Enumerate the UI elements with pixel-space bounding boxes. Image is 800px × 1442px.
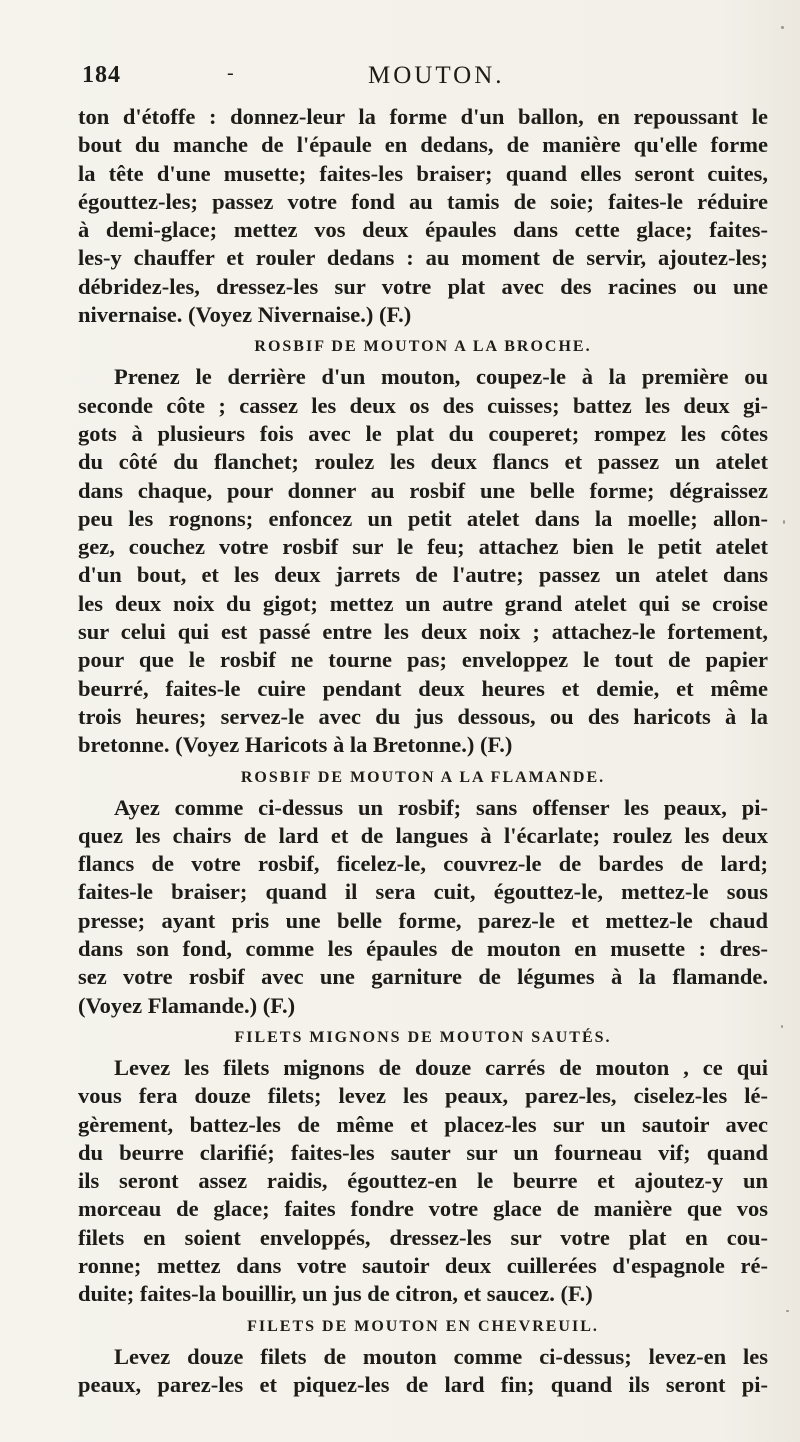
text-line: bretonne. (Voyez Haricots à la Bretonne.) (F.)	[78, 732, 513, 758]
text-line: les-y chauffer et rouler dedans : au moment de servir, ajoutez-les;	[78, 245, 768, 271]
text-line: d'un bout, et les deux jarrets de l'autre; passez un atelet dans	[78, 562, 768, 588]
text-line: peaux, parez-les et piquez-les de lard fin; quand ils seront pi-	[78, 1371, 768, 1397]
text-line: flancs de votre rosbif, ficelez-le, couvrez-le de bardes de lard;	[78, 851, 768, 877]
page-number: 184	[82, 62, 121, 88]
text-line: nivernaise. (Voyez Nivernaise.) (F.)	[78, 302, 412, 328]
text-line: duite; faites-la bouillir, un jus de citron, et saucez. (F.)	[78, 1281, 593, 1307]
text-line: morceau de glace; faites fondre votre glace de manière que vos	[78, 1196, 768, 1222]
text-line: dans chaque, pour donner au rosbif une belle forme; dégraissez	[78, 477, 768, 503]
text-line: ils seront assez raidis, égouttez-en le beurre et ajoutez-y un	[78, 1168, 768, 1194]
text-line: sez votre rosbif avec une garniture de légumes à la flamande.	[78, 964, 768, 990]
section-heading: ROSBIF DE MOUTON A LA FLAMANDE.	[240, 768, 606, 786]
text-line: peu les rognons; enfoncez un petit atelet dans la moelle; allon-	[78, 505, 768, 531]
text-line: la tête d'une musette; faites-les braiser; quand elles seront cuites,	[78, 160, 768, 186]
text-line: du beurre clarifié; faites-les sauter sur un fourneau vif; quand	[78, 1139, 768, 1165]
paper-speck	[783, 520, 785, 524]
text-line: dans son fond, comme les épaules de mouton en musette : dres-	[78, 936, 768, 962]
text-line: à demi-glace; mettez vos deux épaules dans cette glace; faites-	[78, 217, 768, 243]
text-line: Prenez le derrière d'un mouton, coupez-le à la première ou	[114, 364, 768, 390]
text-line: (Voyez Flamande.) (F.)	[78, 992, 296, 1018]
page-text	[78, 103, 768, 1399]
section-body	[78, 1343, 768, 1400]
section-heading: FILETS MIGNONS DE MOUTON SAUTÉS.	[234, 1028, 612, 1046]
text-line: pour que le rosbif ne tourne pas; enveloppez le tout de papier	[78, 647, 768, 673]
text-line: seconde côte ; cassez les deux os des cuisses; battez les deux gi-	[78, 392, 768, 418]
running-title: MOUTON.	[368, 62, 505, 89]
text-line: gèrement, battez-les de même et placez-les sur un sautoir avec	[78, 1111, 768, 1137]
paper-speck	[786, 1310, 789, 1312]
text-line: filets en soient enveloppés, dressez-les sur votre plat en cou-	[78, 1224, 768, 1250]
paper-speck	[781, 26, 784, 29]
text-line: égouttez-les; passez votre fond au tamis de soie; faites-le réduire	[78, 188, 768, 214]
text-line: Levez douze filets de mouton comme ci-dessus; levez-en les	[114, 1343, 768, 1369]
section-heading: FILETS DE MOUTON EN CHEVREUIL.	[247, 1317, 599, 1335]
paper-speck	[781, 1025, 783, 1028]
section-body	[78, 1054, 768, 1309]
text-line: les deux noix du gigot; mettez un autre grand atelet qui se croise	[78, 590, 768, 616]
text-line: ronne; mettez dans votre sautoir deux cuillerées d'espagnole ré-	[78, 1252, 768, 1278]
text-line: bout du manche de l'épaule en dedans, de manière qu'elle forme	[78, 132, 768, 158]
header-mark: -	[227, 62, 234, 84]
text-line: Ayez comme ci-dessus un rosbif; sans offenser les peaux, pi-	[114, 794, 768, 820]
paragraph-continued	[78, 103, 768, 329]
text-line: Levez les filets mignons de douze carrés de mouton , ce qui	[114, 1054, 768, 1080]
text-line: faites-le braiser; quand il sera cuit, égouttez-le, mettez-le sous	[78, 879, 768, 905]
running-header	[0, 62, 800, 102]
text-line: sur celui qui est passé entre les deux noix ; attachez-le fortement,	[78, 619, 768, 645]
text-line: quez les chairs de lard et de langues à l'écarlate; roulez les deux	[78, 822, 768, 848]
text-line: ton d'étoffe : donnez-leur la forme d'un ballon, en repoussant le	[78, 104, 768, 129]
text-line: gez, couchez votre rosbif sur le feu; attachez bien le petit atelet	[78, 534, 768, 560]
text-line: vous fera douze filets; levez les peaux, parez-les, ciselez-les lé-	[78, 1083, 768, 1109]
text-line: gots à plusieurs fois avec le plat du couperet; rompez les côtes	[78, 420, 768, 446]
section-heading: ROSBIF DE MOUTON A LA BROCHE.	[254, 338, 592, 356]
text-line: trois heures; servez-le avec du jus dessous, ou des haricots à la	[78, 703, 768, 729]
text-line: du côté du flanchet; roulez les deux flancs et passez un atelet	[78, 449, 768, 475]
text-line: beurré, faites-le cuire pendant deux heures et demie, et même	[78, 675, 768, 701]
section-body	[78, 794, 768, 1020]
text-line: débridez-les, dressez-les sur votre plat avec des racines ou une	[78, 273, 768, 299]
section-body	[78, 363, 768, 759]
text-line: presse; ayant pris une belle forme, parez-le et mettez-le chaud	[78, 907, 768, 933]
